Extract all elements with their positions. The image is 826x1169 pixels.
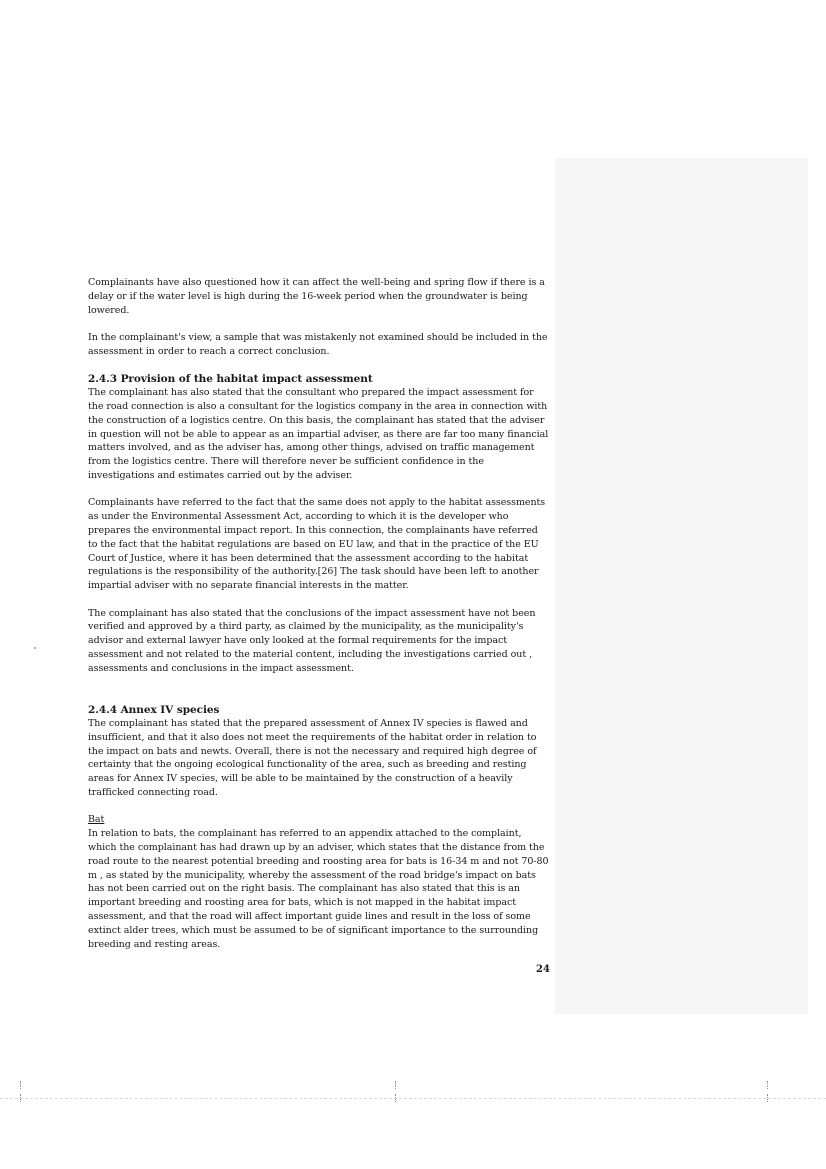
subheading-bat: Bat [88,814,105,826]
paragraph-habitat-regulations: Complainants have referred to the fact that the same does not apply to the habitat assessments as under the Environmental Assessment Act, according to which it is the developer who prepares the environmental impact report. In this connection, the complainants have referred to the fact that the habitat regulations are based on EU law, and that in the practice of the EU Court of Justice, where it has been determined that the assessment according to the habitat regulations is the responsibility of the authority.[26] The task should have been left to another impartial adviser with no separate financial interests in the matter. [88,497,546,592]
paragraph-annex-iv: The complainant has stated that the prepared assessment of Annex IV species is flawed and insufficient, and that it also does not meet the requirements of the habitat order in relation to the impact on bats and newts. Overall, there is not the necessary and required high degree of certainty that the ongoing ecological functionality of the area, such as breeding and resting areas for Annex IV species, will be able to be maintained by the construction of a heavily trafficked connecting road. [88,718,537,799]
punch-mark [20,1094,24,1102]
spacer [88,689,550,703]
scan-shadow [555,158,808,1014]
page-number: 24 [536,964,550,975]
punch-mark [767,1094,771,1102]
punch-mark [20,1081,24,1089]
paragraph-consultant: The complainant has also stated that the consultant who prepared the impact assessment for the road connection is also a consultant for the logistics company in the area in connection with the construction of a logistics centre. On this basis, the complainant has stated that the adviser in question will not be able to appear as an impartial adviser, as there are far too many financial matters involved, and as the adviser has, among other things, advised on traffic management from the logistics centre. There will therefore never be sufficient confidence in the investigations and estimates carried out by the adviser. [88,387,549,481]
punch-mark [395,1094,399,1102]
punch-mark [395,1081,399,1089]
section-heading-2-4-3: 2.4.3 Provision of the habitat impact assessment [88,373,373,386]
document-body [88,276,550,965]
paragraph-verification: The complainant has also stated that the conclusions of the impact assessment have not been verified and approved by a third party, as claimed by the municipality, as the municipality's advisor and external lawyer have only looked at the formal requirements for the impact assessment and not related to the material content, including the investigations carried out , assessments and conclusions in the impact assessment. [88,607,536,674]
punch-mark [767,1081,771,1089]
scan-fold-line [0,1098,826,1099]
scan-speck [34,647,36,649]
paragraph-groundwater: Complainants have also questioned how it can affect the well-being and spring flow if there is a delay or if the water level is high during the 16-week period when the groundwater is being lowered. [88,277,545,316]
paragraph-bat: In relation to bats, the complainant has referred to an appendix attached to the complaint, which the complainant has had drawn up by an adviser, which states that the distance from the road route to the nearest potential breeding and roosting area for bats is 16-34 m and not 70-80 m , as stated by the municipality, whereby the assessment of the road bridge's impact on bats has not been carried out on the right basis. The complainant has also stated that this is an important breeding and roosting area for bats, which is not mapped in the habitat impact assessment, and that the road will affect important guide lines and result in the loss of some extinct alder trees, which must be assumed to be of significant importance to the surrounding breeding and resting areas. [88,828,549,950]
section-heading-2-4-4: 2.4.4 Annex IV species [88,704,220,717]
paragraph-sample: In the complainant's view, a sample that was mistakenly not examined should be included in the assessment in order to reach a correct conclusion. [88,331,548,357]
